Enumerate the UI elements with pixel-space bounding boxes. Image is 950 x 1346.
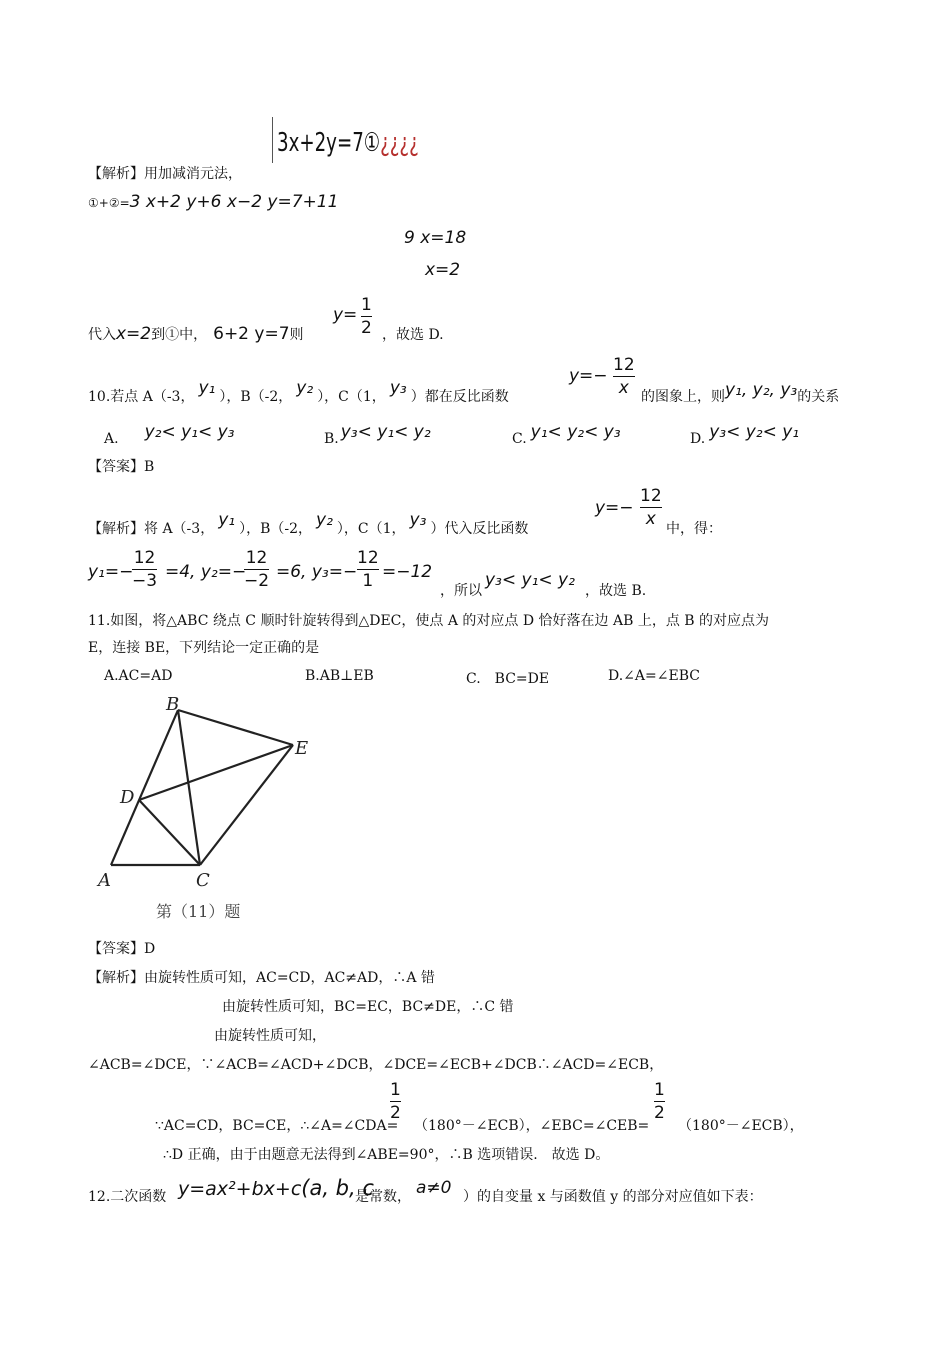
label-d: D bbox=[120, 787, 135, 808]
q11-option-c: C. BC=DE bbox=[466, 671, 550, 687]
edge-DC bbox=[139, 800, 200, 865]
q11-analysis-5b: （180°－∠ECB），∠EBC=∠CEB= bbox=[414, 1118, 650, 1134]
equation-1: 3x+2y=7①¿¿¿¿ bbox=[277, 128, 419, 158]
q11-analysis-4: ∠ACB=∠DCE，∵∠ACB=∠ACD+∠DCB，∠DCE=∠ECB+∠DCB∴∠ACD=∠ECB， bbox=[88, 1057, 664, 1073]
q12-stem-c: ）的自变量 x 与函数值 y 的部分对应值如下表： bbox=[463, 1189, 763, 1205]
q10-analysis-end: 中，得： bbox=[666, 521, 722, 537]
q12-condition: a≠0 bbox=[416, 1178, 452, 1198]
fraction-half: 1 2 bbox=[361, 295, 372, 338]
q11-analysis-2: 由旋转性质可知，BC=EC，BC≠DE，∴C 错 bbox=[222, 999, 514, 1015]
func-fraction: 12 x bbox=[613, 355, 635, 398]
calc-y2: =4, y₂=− bbox=[165, 562, 247, 582]
step-9x: 9 x=18 bbox=[404, 228, 467, 248]
analysis-label: 【解析】用加减消元法， bbox=[88, 166, 242, 182]
edge-BE bbox=[178, 710, 293, 745]
half-fraction-1: 1 2 bbox=[390, 1080, 401, 1123]
q11-option-b: B.AB⊥EB bbox=[305, 668, 374, 684]
func-y-2: y=− bbox=[595, 498, 634, 518]
q11-stem-1: 11.如图，将△ABC 绕点 C 顺时针旋转得到△DEC，使点 A 的对应点 D 恰好落在边 AB 上，点 B 的对应点为 bbox=[88, 613, 770, 629]
choose-d: ，故选 D. bbox=[382, 327, 444, 343]
q10-option-b: B. y₃< y₁< y₂ bbox=[324, 422, 431, 447]
edge-BC bbox=[178, 710, 200, 865]
func-y: y=− bbox=[569, 366, 608, 386]
q11-analysis-6: ∴D 正确，由于由题意无法得到∠ABE=90°，∴B 选项错误. 故选 D。 bbox=[163, 1147, 610, 1163]
y-equals: y= bbox=[333, 305, 358, 325]
label-e: E bbox=[295, 738, 309, 759]
q12-stem-b: 是常数， bbox=[355, 1189, 411, 1205]
q11-analysis-5a: ∵AC=CD，BC=CE，∴∠A=∠CDA= bbox=[155, 1118, 399, 1134]
choose-b: ，故选 B. bbox=[585, 583, 647, 599]
q11-analysis-1: 【解析】由旋转性质可知，AC=CD，AC≠AD，∴A 错 bbox=[88, 970, 435, 986]
step-x2: x=2 bbox=[425, 260, 461, 280]
half-fraction-2: 1 2 bbox=[654, 1080, 665, 1123]
calc-frac-2: 12 −2 bbox=[244, 548, 270, 591]
calc-frac-3: 12 1 bbox=[357, 548, 379, 591]
q10-stem-end: 的图象上，则y₁, y₂, y₃的关系 bbox=[641, 380, 840, 405]
q12-function: y=ax²+bx+c(a, b, c bbox=[178, 1176, 374, 1200]
q10-option-a: A. y₂< y₁< y₃ bbox=[104, 422, 235, 447]
label-c: C bbox=[196, 870, 210, 891]
calc-frac-1: 12 −3 bbox=[132, 548, 158, 591]
therefore: ，所以 bbox=[440, 583, 482, 599]
label-b: B bbox=[166, 694, 180, 715]
label-a: A bbox=[98, 870, 111, 891]
q10-option-d: D. y₃< y₂< y₁ bbox=[690, 422, 800, 447]
q10-stem: 10.若点 A（-3， y₁ ），B（-2， y₂ ），C（1， y₃ ）都在反比函数 bbox=[88, 378, 509, 405]
q11-answer: 【答案】D bbox=[88, 941, 156, 957]
calc-y1: y₁=− bbox=[88, 562, 134, 582]
q11-option-a: A.AC=AD bbox=[104, 668, 173, 684]
edge-CE bbox=[200, 745, 293, 865]
q11-analysis-3: 由旋转性质可知， bbox=[214, 1028, 326, 1044]
calc-result: =−12 bbox=[382, 562, 433, 582]
edge-DE bbox=[139, 745, 293, 800]
q11-option-d: D.∠A=∠EBC bbox=[608, 668, 700, 684]
q11-analysis-5c: （180°－∠ECB）， bbox=[678, 1118, 804, 1134]
sum-line: ①+②=3 x+2 y+6 x−2 y=7+11 bbox=[88, 192, 339, 212]
figure-caption: 第（11）题 bbox=[156, 902, 241, 921]
triangle-figure bbox=[88, 690, 318, 925]
substitute-line: 代入x=2到①中， 6+2 y=7则 bbox=[88, 324, 304, 344]
q10-answer: 【答案】B bbox=[88, 459, 155, 475]
calc-y3: =6, y₃=− bbox=[276, 562, 358, 582]
q10-analysis: 【解析】将 A（-3， y₁ ），B（-2， y₂ ），C（1， y₃ ）代入反比函数 bbox=[88, 510, 529, 537]
q11-stem-2: E，连接 BE，下列结论一定正确的是 bbox=[88, 640, 320, 656]
q10-option-c: C. y₁< y₂< y₃ bbox=[512, 422, 621, 447]
order: y₃< y₁< y₂ bbox=[485, 570, 575, 590]
func-fraction-2: 12 x bbox=[640, 486, 662, 529]
q12-stem-a: 12.二次函数 bbox=[88, 1189, 167, 1205]
